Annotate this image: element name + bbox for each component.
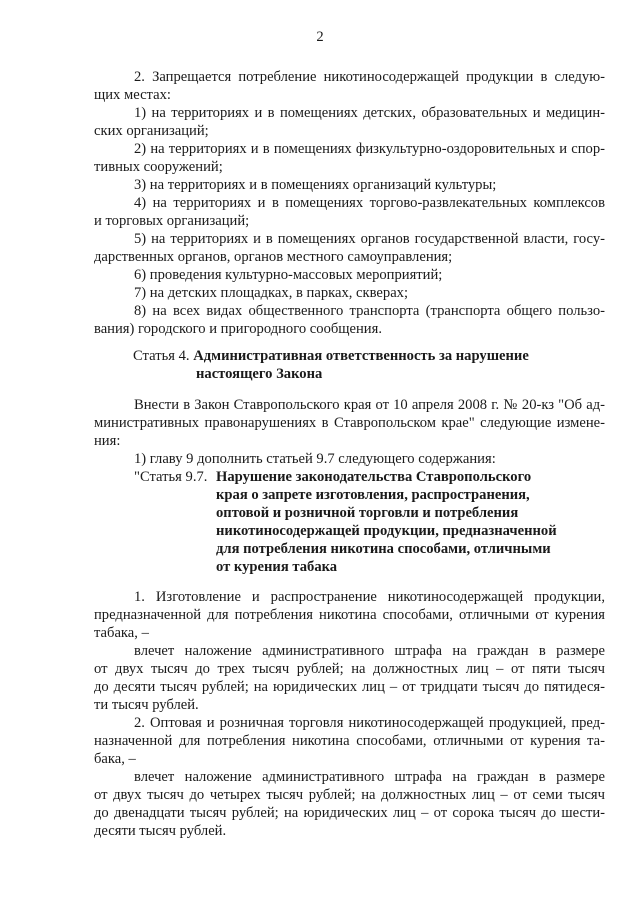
para2-line: 2. Запрещается потребление никотиносодержащей продукции в следую- bbox=[134, 69, 605, 85]
para2-line: щих местах: bbox=[94, 87, 171, 103]
article-title: настоящего Закона bbox=[196, 366, 323, 382]
part2-line: назначенной для потребления никотина способами, отличными от курения та- bbox=[94, 733, 605, 749]
intro-line: ния: bbox=[94, 433, 121, 449]
penalty-line: влечет наложение административного штрафа на граждан в размере bbox=[134, 769, 605, 785]
list-item: дарственных органов, органов местного самоуправления; bbox=[94, 249, 453, 265]
chapter-line: 1) главу 9 дополнить статьей 9.7 следующего содержания: bbox=[134, 451, 496, 467]
page-number: 2 bbox=[316, 29, 324, 45]
list-item: 3) на территориях и в помещениях организаций культуры; bbox=[134, 177, 497, 193]
list-item: ских организаций; bbox=[94, 123, 209, 139]
penalty-line: до двенадцати тысяч рублей; на юридических лиц – от сорока тысяч до шести- bbox=[94, 805, 605, 821]
part1-line: табака, – bbox=[94, 625, 149, 641]
article-title: для потребления никотина способами, отличными bbox=[216, 541, 551, 557]
list-item: 1) на территориях и в помещениях детских, образовательных и медицин- bbox=[134, 105, 605, 121]
part2-line: бака, – bbox=[94, 751, 136, 767]
part1-line: 1. Изготовление и распространение никотиносодержащей продукции, bbox=[134, 589, 605, 605]
article-title: Нарушение законодательства Ставропольского bbox=[216, 469, 532, 485]
article-title: от курения табака bbox=[216, 559, 338, 575]
article-prefix: Статья 4. bbox=[133, 348, 190, 364]
part1-line: предназначенной для потребления никотина способами, отличными от курения bbox=[94, 607, 605, 623]
penalty-line: от двух тысяч до трех тысяч рублей; на должностных лиц – от пяти тысяч bbox=[94, 661, 605, 677]
list-item: 7) на детских площадках, в парках, скверах; bbox=[134, 285, 409, 301]
list-item: 2) на территориях и в помещениях физкультурно-оздоровительных и спор- bbox=[134, 141, 605, 157]
intro-line: Внести в Закон Ставропольского края от 10 апреля 2008 г. № 20-кз "Об ад- bbox=[134, 397, 605, 413]
list-item: 5) на территориях и в помещениях органов государственной власти, госу- bbox=[134, 231, 605, 247]
article-title: края о запрете изготовления, распространения, bbox=[216, 487, 530, 503]
article-heading bbox=[133, 347, 529, 365]
penalty-line: десяти тысяч рублей. bbox=[94, 823, 227, 839]
article-title: никотиносодержащей продукции, предназначенной bbox=[216, 523, 557, 539]
list-item: тивных сооружений; bbox=[94, 159, 223, 175]
list-item: вания) городского и пригородного сообщения. bbox=[94, 321, 382, 337]
list-item: 8) на всех видах общественного транспорта (транспорта общего пользо- bbox=[134, 303, 605, 319]
article-title: оптовой и розничной торговли и потребления bbox=[216, 505, 519, 521]
penalty-line: ти тысяч рублей. bbox=[94, 697, 199, 713]
article-title: Административная ответственность за нарушение bbox=[193, 348, 529, 364]
penalty-line: влечет наложение административного штрафа на граждан в размере bbox=[134, 643, 605, 659]
article-prefix: "Статья 9.7. bbox=[134, 469, 208, 485]
list-item: 6) проведения культурно-массовых мероприятий; bbox=[134, 267, 443, 283]
part2-line: 2. Оптовая и розничная торговля никотиносодержащей продукцией, пред- bbox=[134, 715, 605, 731]
penalty-line: до десяти тысяч рублей; на юридических лиц – от тридцати тысяч до пятидеся- bbox=[94, 679, 605, 695]
penalty-line: от двух тысяч до четырех тысяч рублей; на должностных лиц – от семи тысяч bbox=[94, 787, 605, 803]
list-item: и торговых организаций; bbox=[94, 213, 250, 229]
intro-line: министративных правонарушениях в Ставропольском крае" следующие измене- bbox=[94, 415, 605, 431]
list-item: 4) на территориях и в помещениях торгово-развлекательных комплексов bbox=[134, 195, 605, 211]
